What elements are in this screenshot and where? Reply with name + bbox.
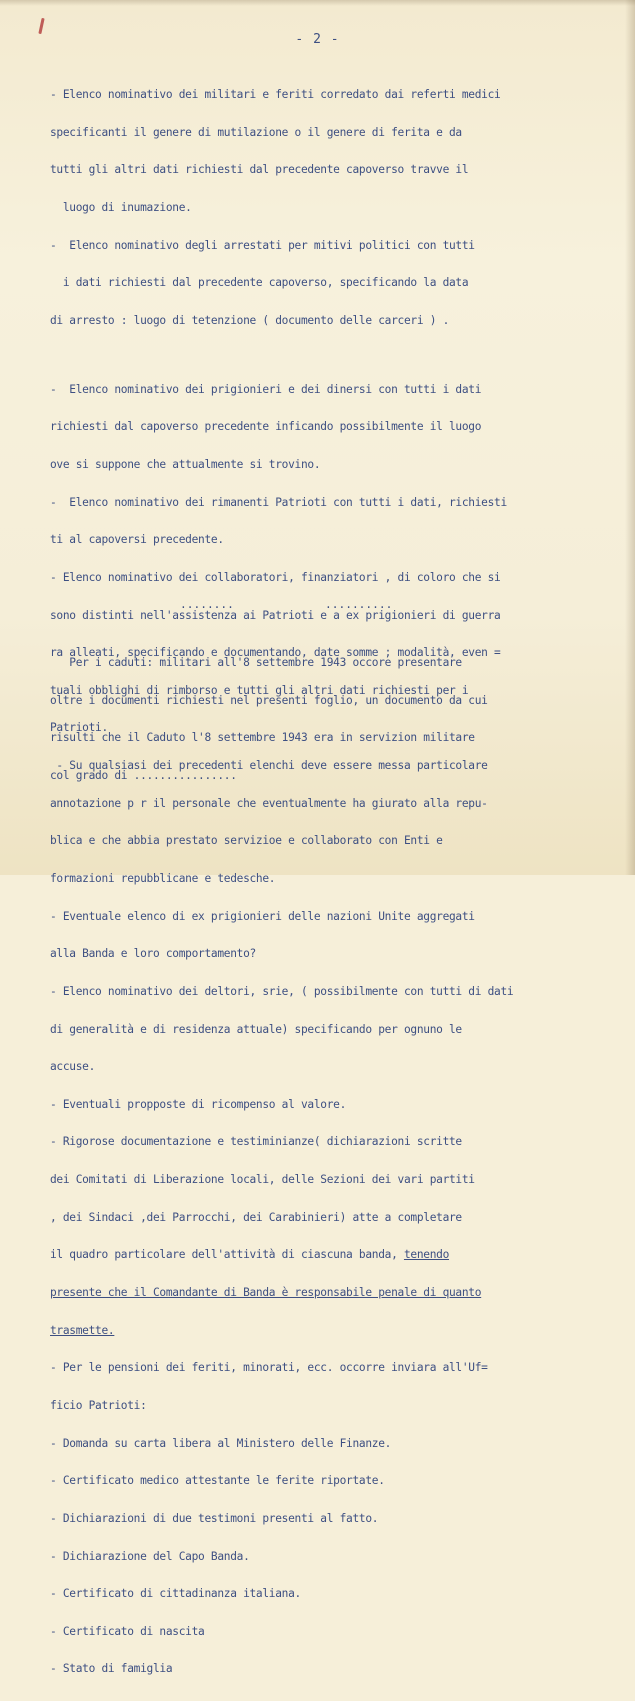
body-line: - Rigorose documentazione e testiminianze( dichiarazioni scritte — [50, 1135, 462, 1149]
body-line: - Certificato medico attestante le ferite riportate. — [50, 1474, 385, 1488]
body-line: - Elenco nominativo dei rimanenti Patrioti con tutti i dati, richiesti — [50, 495, 507, 509]
body-line: di generalità e di residenza attuale) specificando per ognuno le — [50, 1022, 462, 1036]
closing-line: oltre i documenti richiesti nel presenti foglio, un documento da cui — [50, 693, 488, 707]
body-text — [50, 64, 600, 1701]
body-line: ove si suppone che attualmente si trovino. — [50, 457, 321, 471]
body-line: ra alleati, specificando e documentando, date somme ; modalità, even = — [50, 646, 501, 660]
body-line: - Certificato di cittadinanza italiana. — [50, 1587, 301, 1601]
body-line: di arresto : luogo di tetenzione ( documento delle carceri ) . — [50, 313, 449, 327]
body-line: luogo di inumazione. — [50, 201, 192, 215]
body-line-underlined: trasmette. — [50, 1323, 115, 1337]
body-line: - Per le pensioni dei feriti, minorati, ecc. occorre inviara all'Uf= — [50, 1361, 488, 1375]
body-line: - Elenco nominativo dei prigionieri e dei dinersi con tutti i dati — [50, 382, 482, 396]
body-line-prefix: il quadro particolare dell'attività di ciascuna banda, — [50, 1248, 404, 1262]
body-line: formazioni repubblicane e tedesche. — [50, 872, 276, 885]
body-line: - Dichiarazioni di due testimoni presenti al fatto. — [50, 1511, 379, 1525]
body-line: richiesti dal capoverso precedente inficando possibilmente il luogo — [50, 420, 482, 434]
body-line: - Eventuale elenco di ex prigionieri delle nazioni Unite aggregati — [50, 909, 475, 923]
body-line: alla Banda e loro comportamento? — [50, 947, 256, 961]
body-line: tuali obblighi di rimborso e tutti gli altri dati richiesti per i — [50, 683, 469, 697]
underlined-word: tenendo — [403, 1248, 450, 1262]
closing-paragraph — [50, 632, 600, 808]
closing-line: col grado di ................ — [50, 769, 237, 783]
body-line: dei Comitati di Liberazione locali, delle Sezioni dei vari partiti — [50, 1173, 475, 1187]
body-line: - Elenco nominativo dei deltori, srie, ( possibilmente con tutti di dati — [50, 984, 514, 998]
body-line: specificanti il genere di mutilazione o il genere di ferita e da — [50, 125, 462, 139]
body-line: - Certificato di nascita — [50, 1624, 205, 1638]
body-line: - Elenco nominativo dei militari e feriti corredato dai referti medici — [50, 88, 501, 102]
body-line: - Elenco nominativo degli arrestati per mitivi politici con tutti — [50, 238, 475, 252]
body-line: ficio Patrioti: — [50, 1398, 147, 1412]
closing-line: Per i caduti: militari all'8 settembre 1943 occore presentare — [50, 656, 462, 670]
body-line: accuse. — [50, 1060, 96, 1074]
closing-line: risulti che il Caduto l'8 settembre 1943 era in servizion militare — [50, 731, 475, 745]
body-line: i dati richiesti dal precedente capoverso, specificando la data — [50, 276, 469, 290]
body-line: - Elenco nominativo dei collaboratori, finanziatori , di coloro che si — [50, 570, 501, 584]
body-line: , dei Sindaci ,dei Parrocchi, dei Carabinieri) atte a completare — [50, 1210, 462, 1224]
body-line: - Dichiarazione del Capo Banda. — [50, 1549, 250, 1563]
body-line: Patrioti. — [50, 721, 108, 735]
spacer — [50, 353, 600, 359]
body-line: - Eventuali propposte di ricompenso al valore. — [50, 1097, 347, 1111]
body-line: sono distinti nell'assistenza ai Patrioti e a ex prigionieri di guerra — [50, 608, 501, 622]
body-line: annotazione p r il personale che eventualmente ha giurato alla repu- — [50, 796, 488, 810]
dots-left: ........ — [180, 598, 234, 611]
body-line: ti al capoversi precedente. — [50, 533, 224, 547]
body-line-with-underline — [50, 1249, 600, 1262]
body-line: tutti gli altri dati richiesti dal precedente capoverso travve il — [50, 163, 469, 177]
paper-top-shadow — [0, 0, 635, 6]
body-line: - Domanda su carta libera al Ministero delle Finanze. — [50, 1436, 392, 1450]
body-line: - Stato di famiglia — [50, 1662, 173, 1676]
body-line: - Su qualsiasi dei precedenti elenchi deve essere messa particolare — [50, 759, 488, 773]
paper-edge-shadow — [625, 0, 635, 875]
page-number: - 2 - — [295, 32, 340, 47]
body-line-underlined: presente che il Comandante di Banda è responsabile penale di quanto — [50, 1286, 482, 1300]
dots-right: .......... — [325, 598, 393, 611]
body-line: blica e che abbia prestato servizioe e collaborato con Enti e — [50, 834, 443, 848]
